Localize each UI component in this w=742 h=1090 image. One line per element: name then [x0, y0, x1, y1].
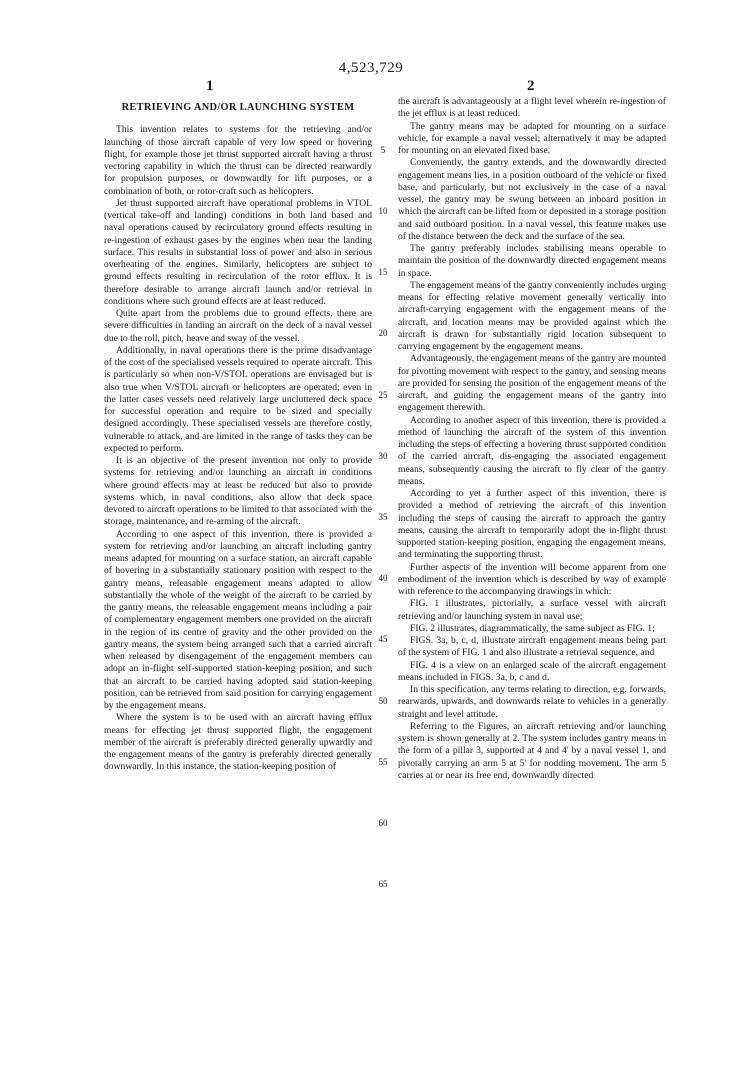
figure-description: FIG. 1 illustrates, pictorially, a surface vessel with aircraft retrieving and/or launching system in naval use; — [398, 598, 666, 622]
paragraph: This invention relates to systems for the retrieving and/or launching of those aircraft capable of very low speed or hovering flight, for example those jet thrust supported aircraft having a thrust vectoring capability in which the thrust can be directed rearwardly for propulsion purposes, or downwardly for lift purposes, or a combination of both, or rotor-craft such as helicopters. — [104, 124, 372, 197]
figure-description: FIG. 2 illustrates, diagrammatically, the same subject as FIG. 1; — [410, 622, 655, 634]
left-column — [104, 96, 372, 774]
paragraph: Referring to the Figures, an aircraft retrieving and/or launching system is shown generally at 2. The system includes gantry means in the form of a pillar 3, supported at 4 and 4' by a naval vessel 1, and pivotally carrying an arm 5 at 5' for nodding movement. The arm 5 carries at or near its free end, downwardly directed — [398, 720, 666, 781]
paragraph: Additionally, in naval operations there is the prime disadvantage of the cost of the specialised vessels required to operate aircraft. This is particularly so when non-V/STOL operations are envisaged but is also true when V/STOL aircraft or helicopters are operated; even in the latter cases vessels need relatively large uncluttered deck space for successful operation and require to be sized and specially designed accordingly. These specialised vessels are therefore costly, vulnerable to attack, and are limited in the range of tasks they can be expected to perform. — [104, 344, 372, 454]
figure-description: FIG. 4 is a view on an enlarged scale of the aircraft engagement means included in FIGS. 3a, b, c and d. — [398, 659, 666, 683]
left-column-number: 1 — [206, 78, 214, 94]
line-number: 40 — [378, 573, 388, 583]
paragraph: The gantry preferably includes stabilising means operable to maintain the position of the downwardly directed engagement means in space. — [398, 243, 666, 279]
line-number: 50 — [378, 696, 388, 706]
document-title: RETRIEVING AND/OR LAUNCHING SYSTEM — [121, 102, 355, 113]
paragraph: It is an objective of the present invention not only to provide systems for retrieving and/or launching an aircraft in conditions where ground effects may at least be reduced but also to provide systems which, in naval conditions, also allow that deck space devoted to aircraft operations to be limited to that associated with the storage, maintenance, and re-arming of the aircraft. — [104, 455, 372, 528]
line-number: 25 — [378, 390, 388, 400]
line-number: 35 — [378, 512, 388, 522]
line-number: 5 — [380, 145, 386, 155]
right-column — [398, 96, 666, 782]
line-number: 55 — [378, 757, 388, 767]
line-number: 60 — [378, 818, 388, 828]
paragraph: Quite apart from the problems due to ground effects, there are severe difficulties in landing an aircraft on the deck of a naval vessel due to the roll, pitch, heave and sway of the vessel. — [104, 308, 372, 344]
paragraph: Jet thrust supported aircraft have operational problems in VTOL (vertical take-off and landing) conditions in both land based and naval operations caused by recirculatory ground effects resulting in re-ingestion of exhaust gases by the engines when near the landing surface. This results in substantial loss of power and also in serious overheating of the engines. Similarly, helicopters are subject to ground effects resulting in recirculation of the rotor efflux. It is therefore desirable to arrange aircraft launch and/or retrieval in conditions where such ground effects are at least reduced. — [104, 197, 372, 307]
line-number: 20 — [378, 328, 388, 338]
line-number: 15 — [378, 267, 388, 277]
paragraph: According to yet a further aspect of this invention, there is provided a method of retrieving the aircraft of this invention including the steps of causing the aircraft to approach the gantry means, causing the aircraft to temporarily adopt the in-flight thrust supported station-keeping position, engaging the engagement means, and terminating the supporting thrust. — [398, 488, 666, 561]
paragraph: In this specification, any terms relating to direction, e.g. forwards, rearwards, upwards, and downwards relate to vehicles in a generally straight and level attitude. — [398, 684, 666, 720]
paragraph: The gantry means may be adapted for mounting on a surface vehicle, for example a naval vessel; alternatively it may be adapted for mounting on an elevated fixed base. — [398, 120, 666, 156]
paragraph: According to another aspect of this invention, there is provided a method of launching the aircraft of the system of this invention including the steps of effecting a hovering thrust supported condition of the carried aircraft, dis-engaging the associated engagement means, subsequently causing the aircraft to fly clear of the gantry means. — [398, 414, 666, 487]
paragraph: Advantageously, the engagement means of the gantry are mounted for pivotting movement with respect to the gantry, and sensing means are provided for sensing the position of the engagement means of the aircraft, and guiding the engagement means of the gantry into engagement therewith. — [398, 353, 666, 414]
paragraph: The engagement means of the gantry conveniently includes urging means for effecting relative movement generally vertically into aircraft-carrying engagement with the engagement means of the aircraft, and location means may be provided against which the aircraft is drawn for substantially rigid location subsequent to carrying engagement by the engagement means. — [398, 279, 666, 352]
line-number: 65 — [378, 879, 388, 889]
paragraph: Further aspects of the invention will become apparent from one embodiment of the invention which is described by way of example with reference to the accompanying drawings in which: — [398, 561, 666, 597]
right-column-number: 2 — [527, 78, 535, 94]
paragraph: Conveniently, the gantry extends, and the downwardly directed engagement means lies, in a position outboard of the vehicle or fixed base, and particularly, but not exclusively in the case of a naval vessel, the gantry may be swung between an inboard position in which the aircraft can be lifted from or deposited in a storage position and said outboard position. In a naval vessel, this feature makes use of the distance between the deck and the surface of the sea. — [398, 157, 667, 242]
line-number: 10 — [378, 206, 388, 216]
paragraph: Where the system is to be used with an aircraft having efflux means for effecting jet thrust supported flight, the engagement member of the aircraft is preferably directed generally upwardly and the engagement means of the gantry is preferably directed generally downwardly. In this instance, the station-keeping position of — [104, 712, 372, 773]
figure-description: FIGS. 3a, b, c, d, illustrate aircraft engagement means being part of the system of FIG. 1 and also illustrate a retrieval sequence, and — [398, 635, 666, 659]
paragraph: the aircraft is advantageously at a flight level wherein re-ingestion of the jet efflux is at least reduced. — [398, 96, 666, 120]
paragraph: According to one aspect of this invention, there is provided a system for retrieving and/or launching an aircraft including gantry means adapted for mounting on a surface station, an aircraft capable of hovering in a substantially stationary position with respect to the gantry means, releasable engagement means adapted to allow substantially the whole of the weight of the aircraft to be carried by the gantry means, the releasable engagement means including a pair of complementary engagement members one provided on the aircraft in the region of its centre of gravity and the other provided on the gantry means, the system being arranged such that a carried aircraft when released by disengagement of the engagement members can adopt an in-flight self-supported station-keeping position, and such that an aircraft to be carried having adopted said station-keeping position, can be retrieved from said position for carrying engagement by the engagement means. — [104, 528, 372, 711]
patent-number: 4,523,729 — [338, 60, 404, 76]
line-number: 45 — [378, 634, 388, 644]
line-number: 30 — [378, 451, 388, 461]
